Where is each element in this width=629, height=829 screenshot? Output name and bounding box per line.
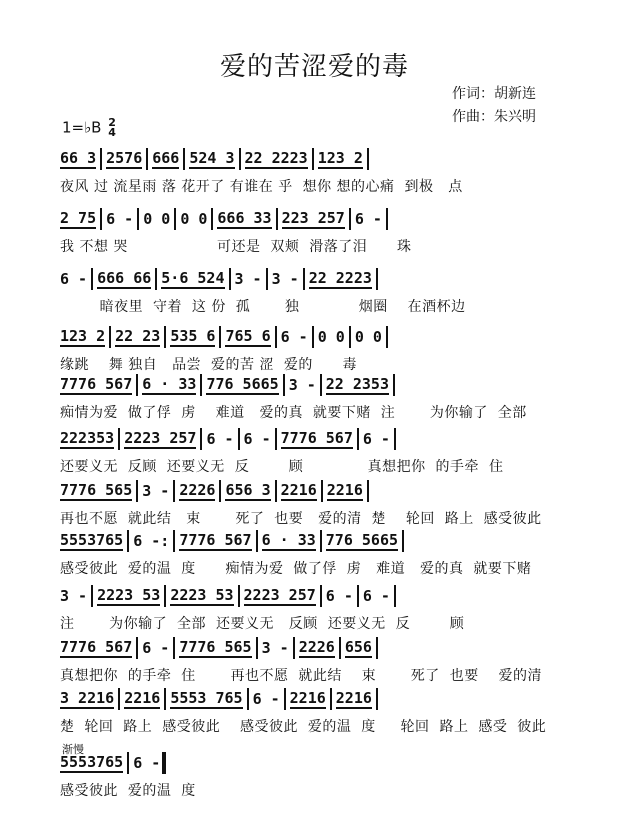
measure: 2216 [280,481,317,499]
bar-line [402,530,404,552]
bar-line [394,585,396,607]
score-row [60,268,557,316]
bar-line [146,148,148,170]
measure: 3 - [60,587,88,605]
score-row [60,688,557,736]
measure: 7776 567 [280,429,353,447]
bar-line [276,208,278,230]
measure: 6 - [325,587,353,605]
bar-line [109,326,111,348]
bar-line [174,208,176,230]
measure: 22 23 [115,327,161,345]
bar-line [394,428,396,450]
bar-line [164,688,166,710]
measure: 2223 257 [124,429,197,447]
key-signature [62,118,116,138]
bar-line [239,148,241,170]
measure: 6 - [133,754,161,772]
measure: 2226 [179,481,216,499]
bar-line [393,374,395,396]
notation-line [60,428,557,452]
notation-line [60,752,557,776]
notation-line [60,637,557,661]
bar-line [100,208,102,230]
bar-line [136,637,138,659]
measure: 3 - [261,639,289,657]
time-bottom: 4 [108,126,116,139]
bar-line [386,208,388,230]
measure: 7776 565 [60,481,133,499]
bar-line [349,326,351,348]
measure: 223 257 [281,209,345,227]
measure: 535 6 [170,327,216,345]
score-row [60,585,557,633]
score-row [60,326,557,374]
bar-line [91,585,93,607]
bar-line [164,585,166,607]
bar-line [320,530,322,552]
composer-credit: 作曲：朱兴明 [452,109,536,125]
measure: 3 - [271,270,299,288]
bar-line [256,637,258,659]
bar-line [173,480,175,502]
key-label: 1=♭B [62,118,102,137]
bar-line [238,585,240,607]
bar-line [293,637,295,659]
measure: 6 - [206,430,234,448]
measure: 7776 567 [60,638,133,656]
measure: 7776 567 [60,375,133,393]
lyric-line: 夜风 过 流星雨 落 花开了 有谁在 乎 想你 想的心痛 到极 点 [60,179,463,195]
bar-line [219,480,221,502]
measure: 6 - [354,210,382,228]
measure: 7776 565 [179,638,252,656]
measure: 2576 [106,149,143,167]
bar-line [91,268,93,290]
bar-line [320,374,322,396]
bar-line [173,530,175,552]
bar-line [275,428,277,450]
bar-line [284,688,286,710]
measure: 3 2216 [60,689,115,707]
measure: 666 [152,149,180,167]
measure: 6 -: [133,532,170,550]
bar-line [247,688,249,710]
lyric-line: 我 不想 哭 可还是 双颊 滑落了泪 珠 [60,239,412,255]
measure: 0 0 [180,210,208,228]
score-row [60,374,557,422]
bar-line [173,637,175,659]
bar-line [339,637,341,659]
measure: 123 2 [317,149,363,167]
lyric-line: 暗夜里 守着 这 份 孤 独 烟圈 在酒杯边 [60,299,466,315]
score-row [60,148,557,196]
bar-line [136,480,138,502]
bar-line [367,480,369,502]
bar-line [303,268,305,290]
bar-line [357,585,359,607]
lyric-line: 再也不愿 就此结 束 死了 也要 爱的清 楚 轮回 路上 感受彼此 [60,511,542,527]
bar-line [219,326,221,348]
bar-line [127,752,129,774]
measure: 2223 53 [170,586,234,604]
bar-line [155,268,157,290]
measure: 3 - [288,376,316,394]
bar-line [200,374,202,396]
bar-line [320,585,322,607]
bar-line [136,374,138,396]
bar-line [321,480,323,502]
bar-line [275,480,277,502]
notation-line [60,208,557,232]
lyric-line: 痴情为爱 做了俘 虏 难道 爱的真 就要下赌 注 为你输了 全部 [60,405,527,421]
measure: 2 75 [60,209,97,227]
notation-line [60,374,557,398]
lyricist-credit: 作词：胡新连 [452,86,536,102]
bar-line [164,326,166,348]
bar-line [330,688,332,710]
measure: 66 3 [60,149,97,167]
measure: 7776 567 [179,531,252,549]
score-row [60,530,557,578]
score-row [60,208,557,256]
bar-line [312,148,314,170]
bar-line [229,268,231,290]
bar-line [100,148,102,170]
bar-line [367,148,369,170]
measure: 123 2 [60,327,106,345]
song-title: 爱的苦涩爱的毒 [219,52,409,82]
bar-line [283,374,285,396]
measure: 6 - [142,639,170,657]
measure: 656 [344,638,372,656]
notation-line [60,585,557,609]
bar-line [357,428,359,450]
measure: 776 5665 [206,375,279,393]
notation-line [60,530,557,554]
measure: 6 - [243,430,271,448]
measure: 22 2353 [325,375,389,393]
measure: 2223 257 [243,586,316,604]
tempo-mark: 渐慢 [62,743,84,756]
measure: 524 3 [189,149,235,167]
measure: 2216 [289,689,326,707]
bar-line [127,530,129,552]
measure: 6 - [280,328,308,346]
measure: 666 33 [217,209,272,227]
measure: 666 66 [97,269,152,287]
measure: 0 0 [317,328,345,346]
measure: 6 - [252,690,280,708]
bar-line [266,268,268,290]
measure: 776 5665 [325,531,399,549]
bar-line [256,530,258,552]
measure: 222353 [60,429,115,447]
measure: 2216 [124,689,161,707]
measure: 2216 [326,481,363,499]
measure: 0 0 [143,210,171,228]
measure: 6 · 33 [261,531,316,549]
measure: 3 - [234,270,262,288]
lyric-line: 感受彼此 爱的温 度 痴情为爱 做了俘 虏 难道 爱的真 就要下赌 [60,561,532,577]
bar-line [118,428,120,450]
measure: 5553 765 [170,689,243,707]
measure: 765 6 [225,327,271,345]
lyric-line: 还要义无 反顾 还要义无 反 顾 真想把你 的手牵 住 [60,459,504,475]
measure: 5553765 [60,753,124,771]
bar-line [275,326,277,348]
measure: 5·6 524 [161,269,225,287]
time-signature [108,118,116,138]
lyric-line: 注 为你输了 全部 还要义无 反顾 还要义无 反 顾 [60,616,465,632]
bar-line [312,326,314,348]
lyric-line: 真想把你 的手牵 住 再也不愿 就此结 束 死了 也要 爱的清 [60,668,543,684]
bar-line [376,637,378,659]
bar-line [118,688,120,710]
measure: 6 · 33 [142,375,197,393]
measure: 6 - [60,270,88,288]
measure: 656 3 [225,481,271,499]
bar-line [376,268,378,290]
lyric-line: 缘跳 舞 独自 品尝 爱的苦 涩 爱的 毒 [60,357,358,373]
measure: 2226 [298,638,335,656]
measure: 6 - [106,210,134,228]
measure: 6 - [362,587,390,605]
notation-line [60,688,557,712]
notation-line [60,268,557,292]
measure: 22 2223 [244,149,308,167]
bar-line [238,428,240,450]
notation-line [60,148,557,172]
notation-line [60,480,557,504]
score-row [60,637,557,685]
measure: 2223 53 [97,586,161,604]
score-row [60,428,557,476]
score-row [60,752,557,800]
lyric-line: 感受彼此 爱的温 度 [60,783,196,799]
bar-line [183,148,185,170]
bar-line [162,752,166,774]
lyric-line: 楚 轮回 路上 感受彼此 感受彼此 爱的温 度 轮回 路上 感受 彼此 [60,719,547,735]
measure: 3 - [142,482,170,500]
bar-line [376,688,378,710]
measure: 0 0 [354,328,382,346]
notation-line [60,326,557,350]
measure: 2216 [335,689,372,707]
bar-line [211,208,213,230]
measure: 5553765 [60,531,124,549]
measure: 22 2223 [308,269,372,287]
score-row [60,480,557,528]
time-top: 2 [108,116,116,129]
bar-line [386,326,388,348]
measure: 6 - [362,430,390,448]
bar-line [200,428,202,450]
bar-line [137,208,139,230]
bar-line [349,208,351,230]
